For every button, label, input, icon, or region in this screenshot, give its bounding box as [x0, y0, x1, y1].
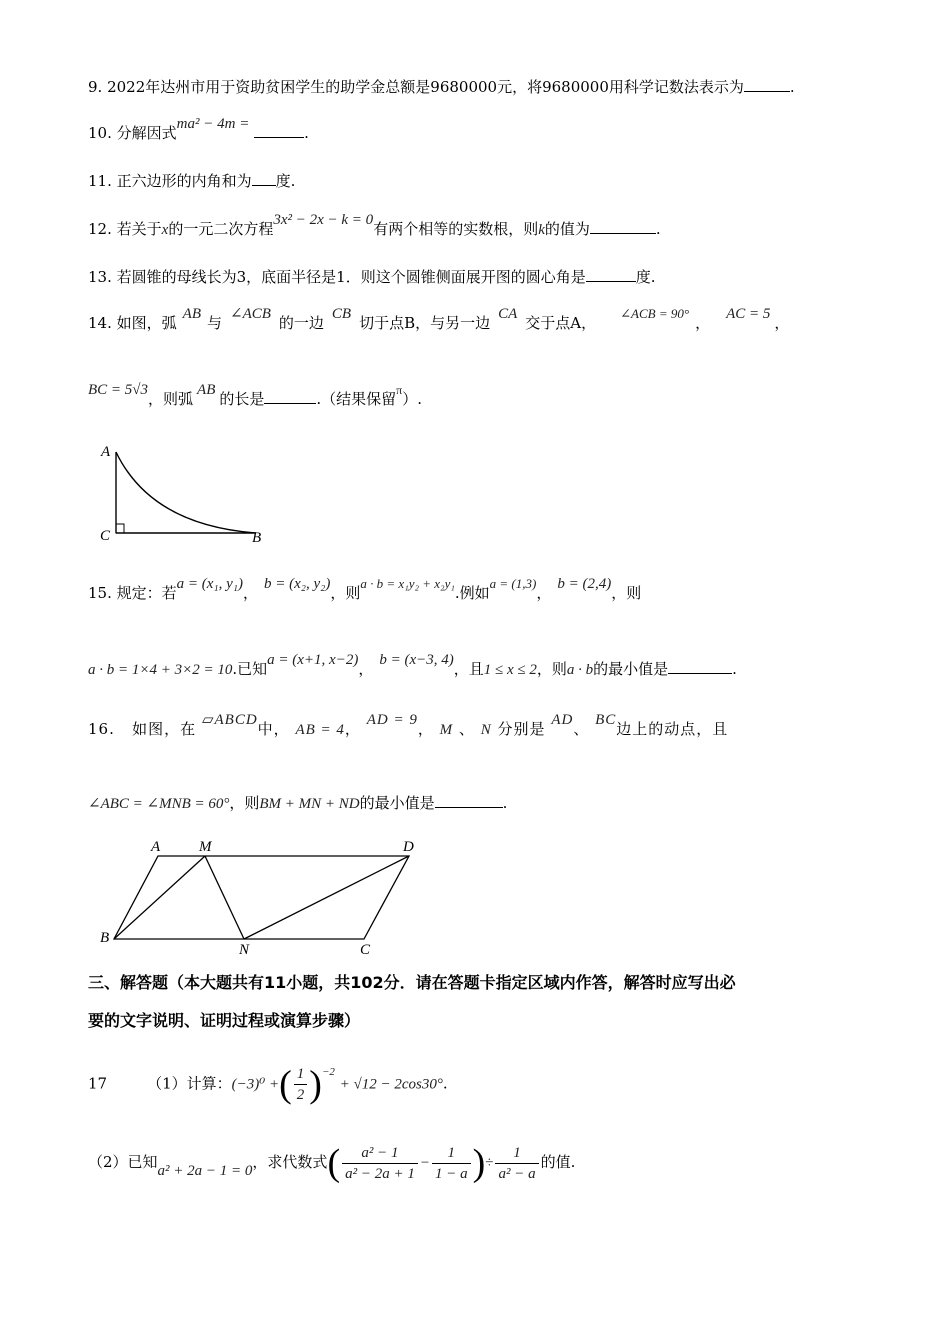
- segment-mn: [205, 856, 244, 939]
- question-16-line1: 16. 如图，在 ▱ABCD中， AB = 4， AD = 9， M 、 N 分别是 AD、 BC边上的动点，且: [88, 712, 729, 738]
- label-b: B: [252, 530, 262, 546]
- question-14-line2: BC = 5√3，则弧 AB 的长是 .（结果保留$^\pi$）.: [88, 382, 423, 408]
- question-14-line1: 14. 如图，弧 AB 与 ∠ACB 的一边 CB 切于点B，与另一边 CA 交于点A，∠ACB = 90°， AC = 5 ，: [88, 306, 790, 332]
- question-16-line2: ∠ABC = ∠MNB = 60°，则BM + MN + ND的最小值是 .: [88, 794, 508, 812]
- figure-q16: [96, 834, 426, 960]
- segment-bm: [114, 856, 205, 939]
- question-17-part1: 17 （1）计算：(−3)⁰ +( $\frac{1}{2}$ )$^{-2}$ + √12 − 2cos30°.: [88, 1063, 448, 1106]
- figure-q14: [96, 440, 276, 550]
- parallelogram-abcd: [114, 856, 409, 939]
- label-m: M: [199, 839, 212, 855]
- label-a: A: [151, 839, 161, 855]
- question-11: 11. 正六边形的内角和为 度.: [88, 172, 296, 190]
- label-a: A: [101, 444, 111, 460]
- label-c: C: [360, 942, 371, 958]
- label-b: B: [100, 930, 110, 946]
- arc-ab: [116, 452, 256, 533]
- question-17-part2: （2）已知a² + 2a − 1 = 0，求代数式( $\frac{\text{a² − 1}}{\text{a² − 2a + 1}}$ − $\frac{1}{1 - a}$ )÷ $\frac{1}{\text{a² − a}}$ 的值.: [88, 1142, 576, 1184]
- section-3-heading-line1: 三、解答题（本大题共有11小题，共102分．请在答题卡指定区域内作答，解答时应写出必: [88, 973, 736, 992]
- question-9: 9. 2022年达州市用于资助贫困学生的助学金总额是9680000元，将9680000用科学记数法表示为 .: [88, 78, 795, 96]
- segment-nd: [244, 856, 409, 939]
- section-3-heading-line2: 要的文字说明、证明过程或演算步骤）: [88, 1011, 361, 1030]
- question-10: 10. 分解因式ma² − 4m = .: [88, 116, 309, 142]
- question-13: 13. 若圆锥的母线长为3，底面半径是1．则这个圆锥侧面展开图的圆心角是 度.: [88, 268, 656, 286]
- label-d: D: [403, 839, 414, 855]
- question-15-line2: a · b = 1×4 + 3×2 = 10.已知a = (x+1, x−2)， b = (x−3, 4)，且1 ≤ x ≤ 2，则a · b的最小值是 .: [88, 652, 737, 678]
- question-15-line1: 15. 规定：若a = (x₁, y₁)， b = (x₂, y₂)，则a · b = x₁y₂ + x₂y₁.例如a = (1,3)， b = (2,4)，则: [88, 576, 642, 602]
- label-c: C: [100, 528, 111, 544]
- label-n: N: [239, 942, 250, 958]
- right-angle-mark: [116, 524, 124, 533]
- question-12: 12. 若关于x的一元二次方程3x² − 2x − k = 0有两个相等的实数根，则k的值为 .: [88, 212, 661, 238]
